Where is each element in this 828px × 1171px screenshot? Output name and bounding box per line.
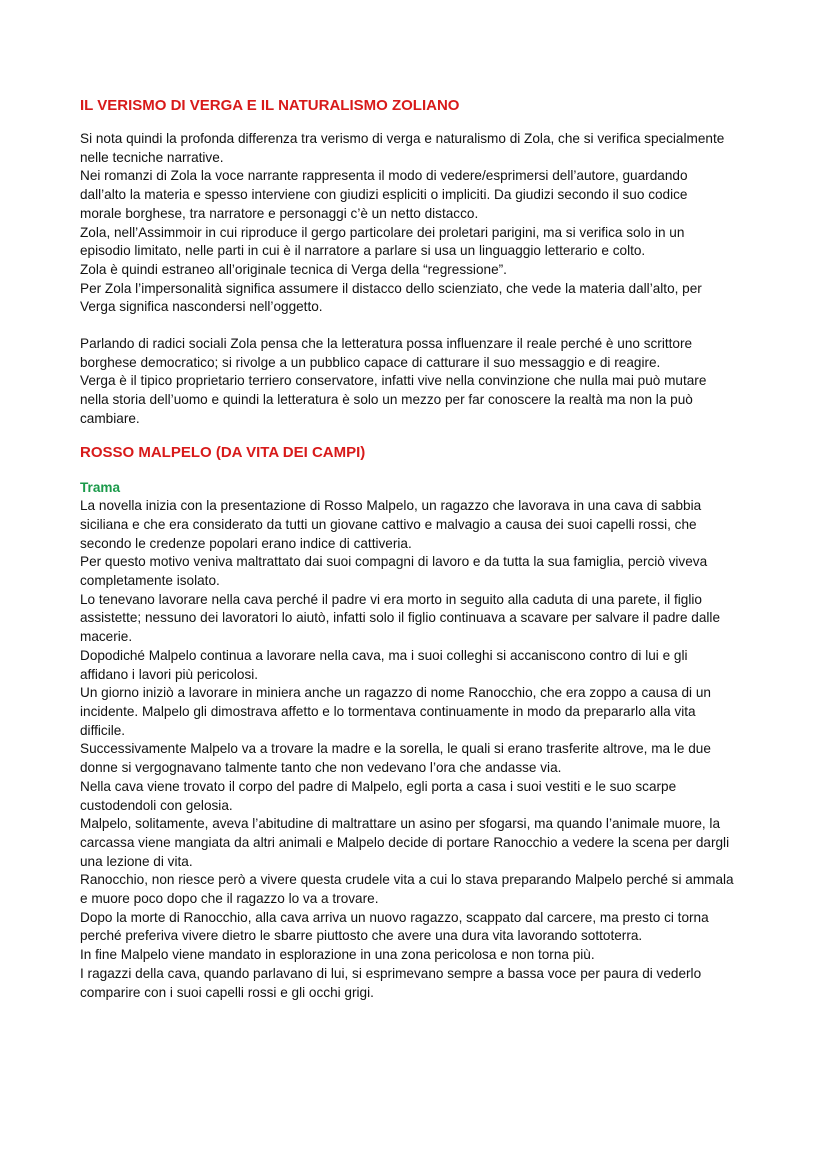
text-line: nelle tecniche narrative.	[80, 149, 224, 165]
text-line: Dopo la morte di Ranocchio, alla cava arriva un nuovo ragazzo, scappato dal carcere, ma presto ci torna	[80, 909, 709, 925]
text-line: Verga è il tipico proprietario terriero conservatore, infatti vive nella convinzione che nulla mai può mutare	[80, 373, 707, 389]
text-line: custodendoli con gelosia.	[80, 797, 233, 813]
text-line: In fine Malpelo viene mandato in esplorazione in una zona pericolosa e non torna più.	[80, 947, 595, 963]
section-title-rosso-malpelo: ROSSO MALPELO (DA VITA DEI CAMPI)	[80, 443, 366, 461]
text-line: Ranocchio, non riesce però a vivere questa crudele vita a cui lo stava preparando Malpelo perché si ammala	[80, 872, 734, 888]
text-line: secondo le credenze popolari erano indice di cattiveria.	[80, 535, 412, 551]
text-line: una lezione di vita.	[80, 853, 193, 869]
text-line: completamente isolato.	[80, 573, 220, 589]
text-line: macerie.	[80, 629, 133, 645]
text-line: nella storia dell’uomo e quindi la letteratura è solo un mezzo per far conoscere la realtà ma non la può	[80, 392, 693, 408]
text-line: Nei romanzi di Zola la voce narrante rappresenta il modo di vedere/esprimersi dell’autore, guardando	[80, 168, 688, 184]
text-line: morale borghese, tra narratore e personaggi c’è un netto distacco.	[80, 205, 479, 221]
spacer	[80, 429, 748, 443]
spacer	[80, 463, 748, 479]
text-line: Un giorno iniziò a lavorare in miniera anche un ragazzo di nome Ranocchio, che era zoppo a causa di un	[80, 685, 711, 701]
subtitle-trama: Trama	[80, 479, 121, 495]
text-line: dall’alto la materia e spesso interviene con giudizi espliciti o impliciti. Da giudizi secondo il suo codice	[80, 187, 688, 203]
paragraph-trama	[80, 497, 748, 1002]
text-line: Nella cava viene trovato il corpo del padre di Malpelo, egli porta a casa i suoi vestiti e le suo scarpe	[80, 778, 677, 794]
text-line: donne si vergognavano talmente tanto che non vedevano l’ora che andasse via.	[80, 760, 562, 776]
text-line: incidente. Malpelo gli dimostrava affetto e lo tormentava continuamente in modo da prepararlo alla vita	[80, 703, 696, 719]
text-line: Zola è quindi estraneo all’originale tecnica di Verga della “regressione”.	[80, 261, 507, 277]
text-line: borghese democratico; si rivolge a un pubblico capace di catturare il suo messaggio e di reagire.	[80, 354, 661, 370]
text-line: carcassa viene mangiata da altri animali e Malpelo decide di portare Ranocchio a vedere la scena per dargli	[80, 834, 730, 850]
text-line: e muore poco dopo che il ragazzo lo va a trovare.	[80, 891, 379, 907]
text-line: Dopodiché Malpelo continua a lavorare nella cava, ma i suoi colleghi si accaniscono contro di lui e gli	[80, 647, 688, 663]
spacer	[80, 317, 748, 335]
text-line: siciliana e che era considerato da tutti un giovane cattivo e malvagio a causa dei suoi capelli rossi, che	[80, 516, 697, 532]
text-line: episodio limitato, nelle parti in cui è il narratore a parlare si usa un linguaggio letterario e colto.	[80, 243, 646, 259]
text-line: Per Zola l’impersonalità significa assumere il distacco dello scienziato, che vede la materia dall’alto, per	[80, 280, 702, 296]
text-line: Successivamente Malpelo va a trovare la madre e la sorella, le quali si erano trasferite altrove, ma le due	[80, 741, 711, 757]
section-title-verismo: IL VERISMO DI VERGA E IL NATURALISMO ZOLIANO	[80, 97, 460, 114]
paragraph-radici-sociali	[80, 335, 748, 429]
text-line: Malpelo, solitamente, aveva l’abitudine di maltrattare un asino per sfogarsi, ma quando l’animale muore, la	[80, 816, 721, 832]
text-line: Parlando di radici sociali Zola pensa che la letteratura possa influenzare il reale perché è uno scrittore	[80, 336, 693, 352]
text-line: Si nota quindi la profonda differenza tra verismo di verga e naturalismo di Zola, che si verifica specialmente	[80, 131, 725, 146]
text-line: difficile.	[80, 722, 126, 738]
spacer	[80, 116, 748, 130]
text-line: perché preferiva vivere dietro le sbarre piuttosto che avere una dura vita lavorando sottoterra.	[80, 928, 643, 944]
text-line: Lo tenevano lavorare nella cava perché il padre vi era morto in seguito alla caduta di una parete, il figlio	[80, 591, 702, 607]
text-line: La novella inizia con la presentazione di Rosso Malpelo, un ragazzo che lavorava in una cava di sabbia	[80, 498, 702, 514]
text-line: assistette; nessuno dei lavoratori lo aiutò, infatti solo il figlio continuava a scavare per salvare il padre dalle	[80, 610, 721, 626]
text-line: affidano i lavori più pericolosi.	[80, 666, 259, 682]
text-line: Per questo motivo veniva maltrattato dai suoi compagni di lavoro e da tutta la sua famiglia, perciò viveva	[80, 554, 708, 570]
paragraph-verga-zola	[80, 130, 748, 317]
text-line: cambiare.	[80, 410, 140, 426]
text-line: I ragazzi della cava, quando parlavano di lui, si esprimevano sempre a bassa voce per paura di vederlo	[80, 965, 702, 981]
text-line: comparire con i suoi capelli rossi e gli occhi grigi.	[80, 984, 374, 1000]
text-line: Verga significa nascondersi nell’oggetto.	[80, 299, 323, 315]
text-line: Zola, nell’Assimmoir in cui riproduce il gergo particolare dei proletari parigini, ma si verifica solo in un	[80, 224, 685, 240]
